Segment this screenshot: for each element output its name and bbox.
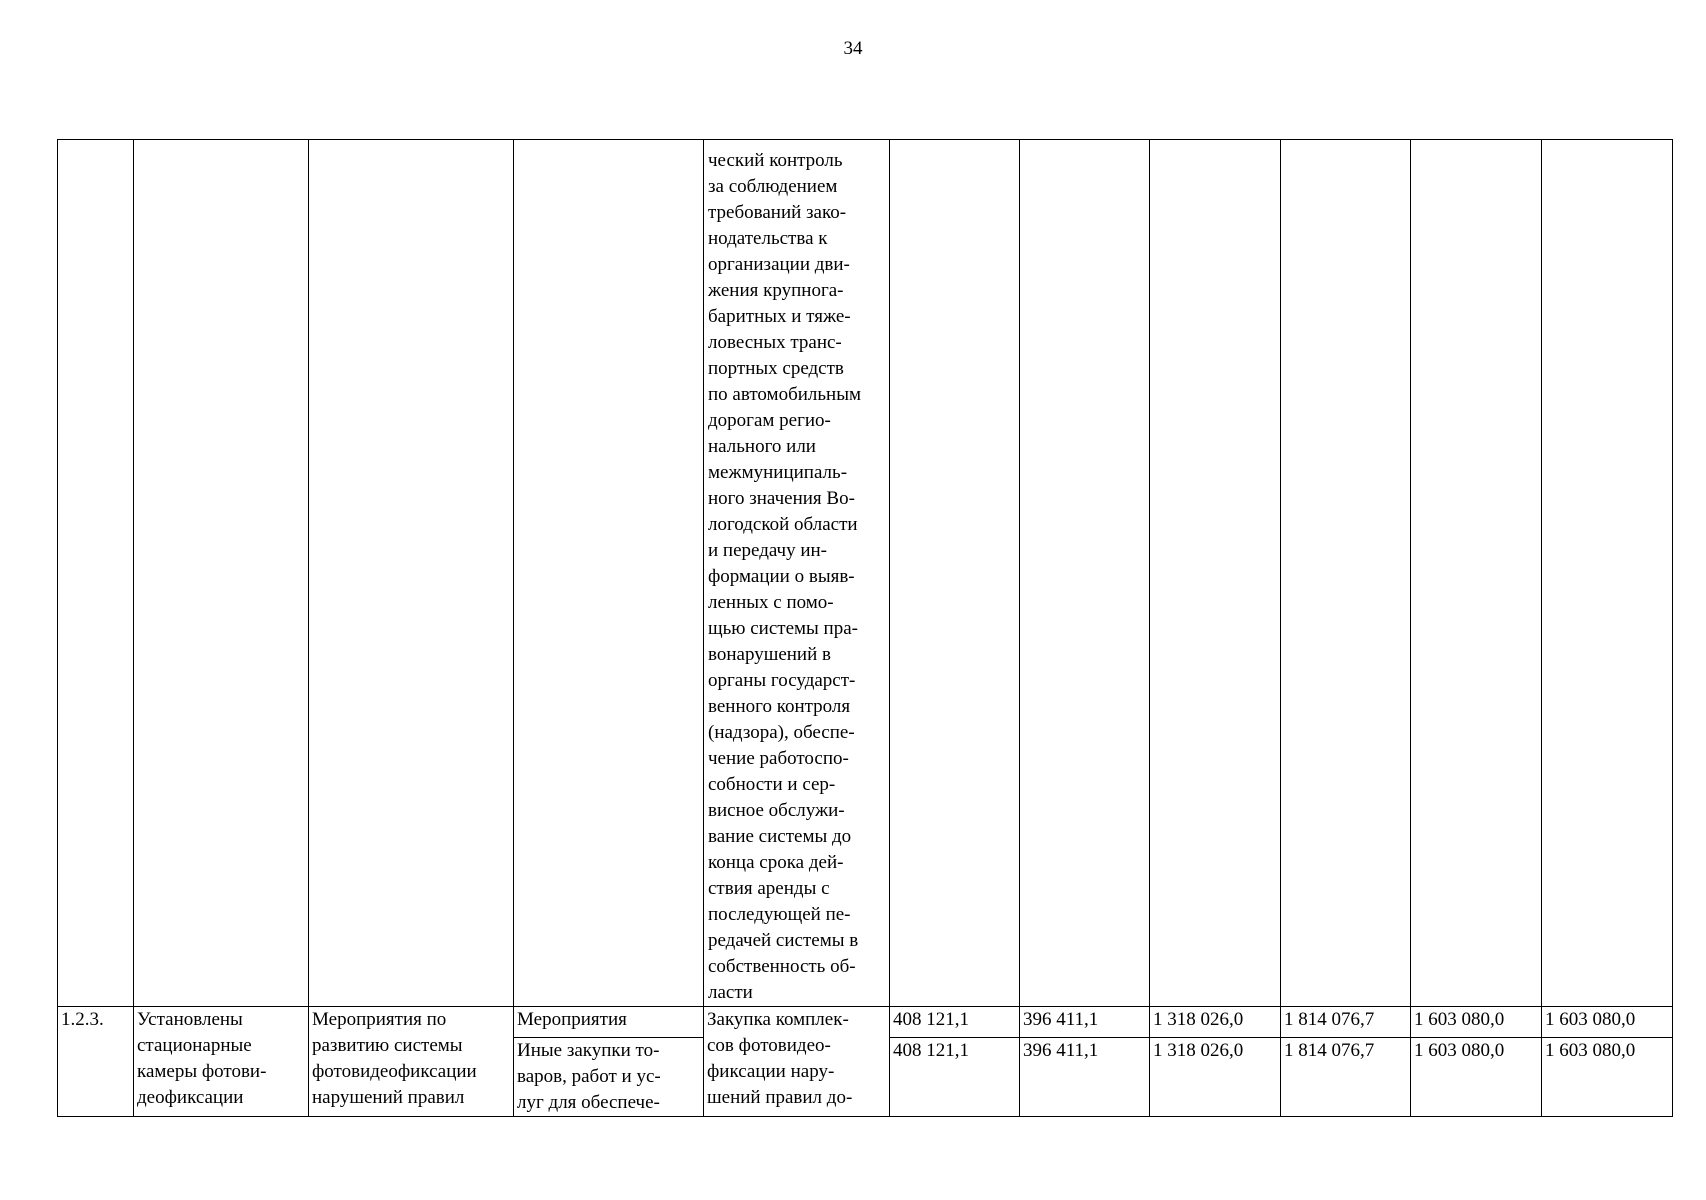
cell-type-empty [514,140,704,1007]
cell-item-number: 1.2.3. [58,1007,134,1117]
cell-value-empty [1281,140,1411,1007]
cell-value-2023: 1 814 076,7 [1281,1038,1411,1117]
cell-value-2020: 408 121,1 [890,1007,1020,1038]
cell-value-2020: 408 121,1 [890,1038,1020,1117]
budget-table [57,139,1673,1117]
cell-number-empty [58,140,134,1007]
cell-value-2024: 1 603 080,0 [1411,1038,1542,1117]
cell-result-empty [134,140,309,1007]
cell-type-bottom: Иные закупки то- варов, работ и ус- луг для обеспече- [514,1038,704,1117]
table-row-continuation [58,140,1673,1007]
cell-event: Мероприятия по развитию системы фотовидеофиксации нарушений правил [309,1007,514,1117]
cell-value-empty [1542,140,1673,1007]
cell-result: Установлены стационарные камеры фотови- деофиксации [134,1007,309,1117]
cell-procurement: Закупка комплек- сов фотовидео- фиксации нару- шений правил до- [704,1007,890,1117]
table-row-1-2-3 [58,1007,1673,1038]
cell-value-empty [890,140,1020,1007]
cell-value-2021: 396 411,1 [1020,1038,1150,1117]
cell-value-2022: 1 318 026,0 [1150,1038,1281,1117]
cell-value-empty [1150,140,1281,1007]
cell-description-continuation: ческий контроль за соблюдением требований зако- нодательства к организации дви- жения крупнога- баритных и тяже- ловесных транс- портных средств по автомобильным дорогам регио- нального или межмуниципаль- ного значения Во- логодской области и передачу ин- формации о выяв- ленных с помо- щью системы пра- вонарушений в органы государст- венного контроля (надзора), обеспе- чение работоспо- собности и сер- висное обслужи- вание системы до конца срока дей- ствия аренды с последующей пе- редачей системы в собственность об- ласти [704,140,890,1007]
cell-value-2025: 1 603 080,0 [1542,1007,1673,1038]
cell-value-empty [1411,140,1542,1007]
cell-value-2021: 396 411,1 [1020,1007,1150,1038]
cell-type-top: Мероприятия [514,1007,704,1038]
cell-value-2022: 1 318 026,0 [1150,1007,1281,1038]
cell-value-empty [1020,140,1150,1007]
cell-value-2025: 1 603 080,0 [1542,1038,1673,1117]
cell-value-2024: 1 603 080,0 [1411,1007,1542,1038]
page-number: 34 [843,38,863,59]
cell-value-2023: 1 814 076,7 [1281,1007,1411,1038]
cell-event-empty [309,140,514,1007]
